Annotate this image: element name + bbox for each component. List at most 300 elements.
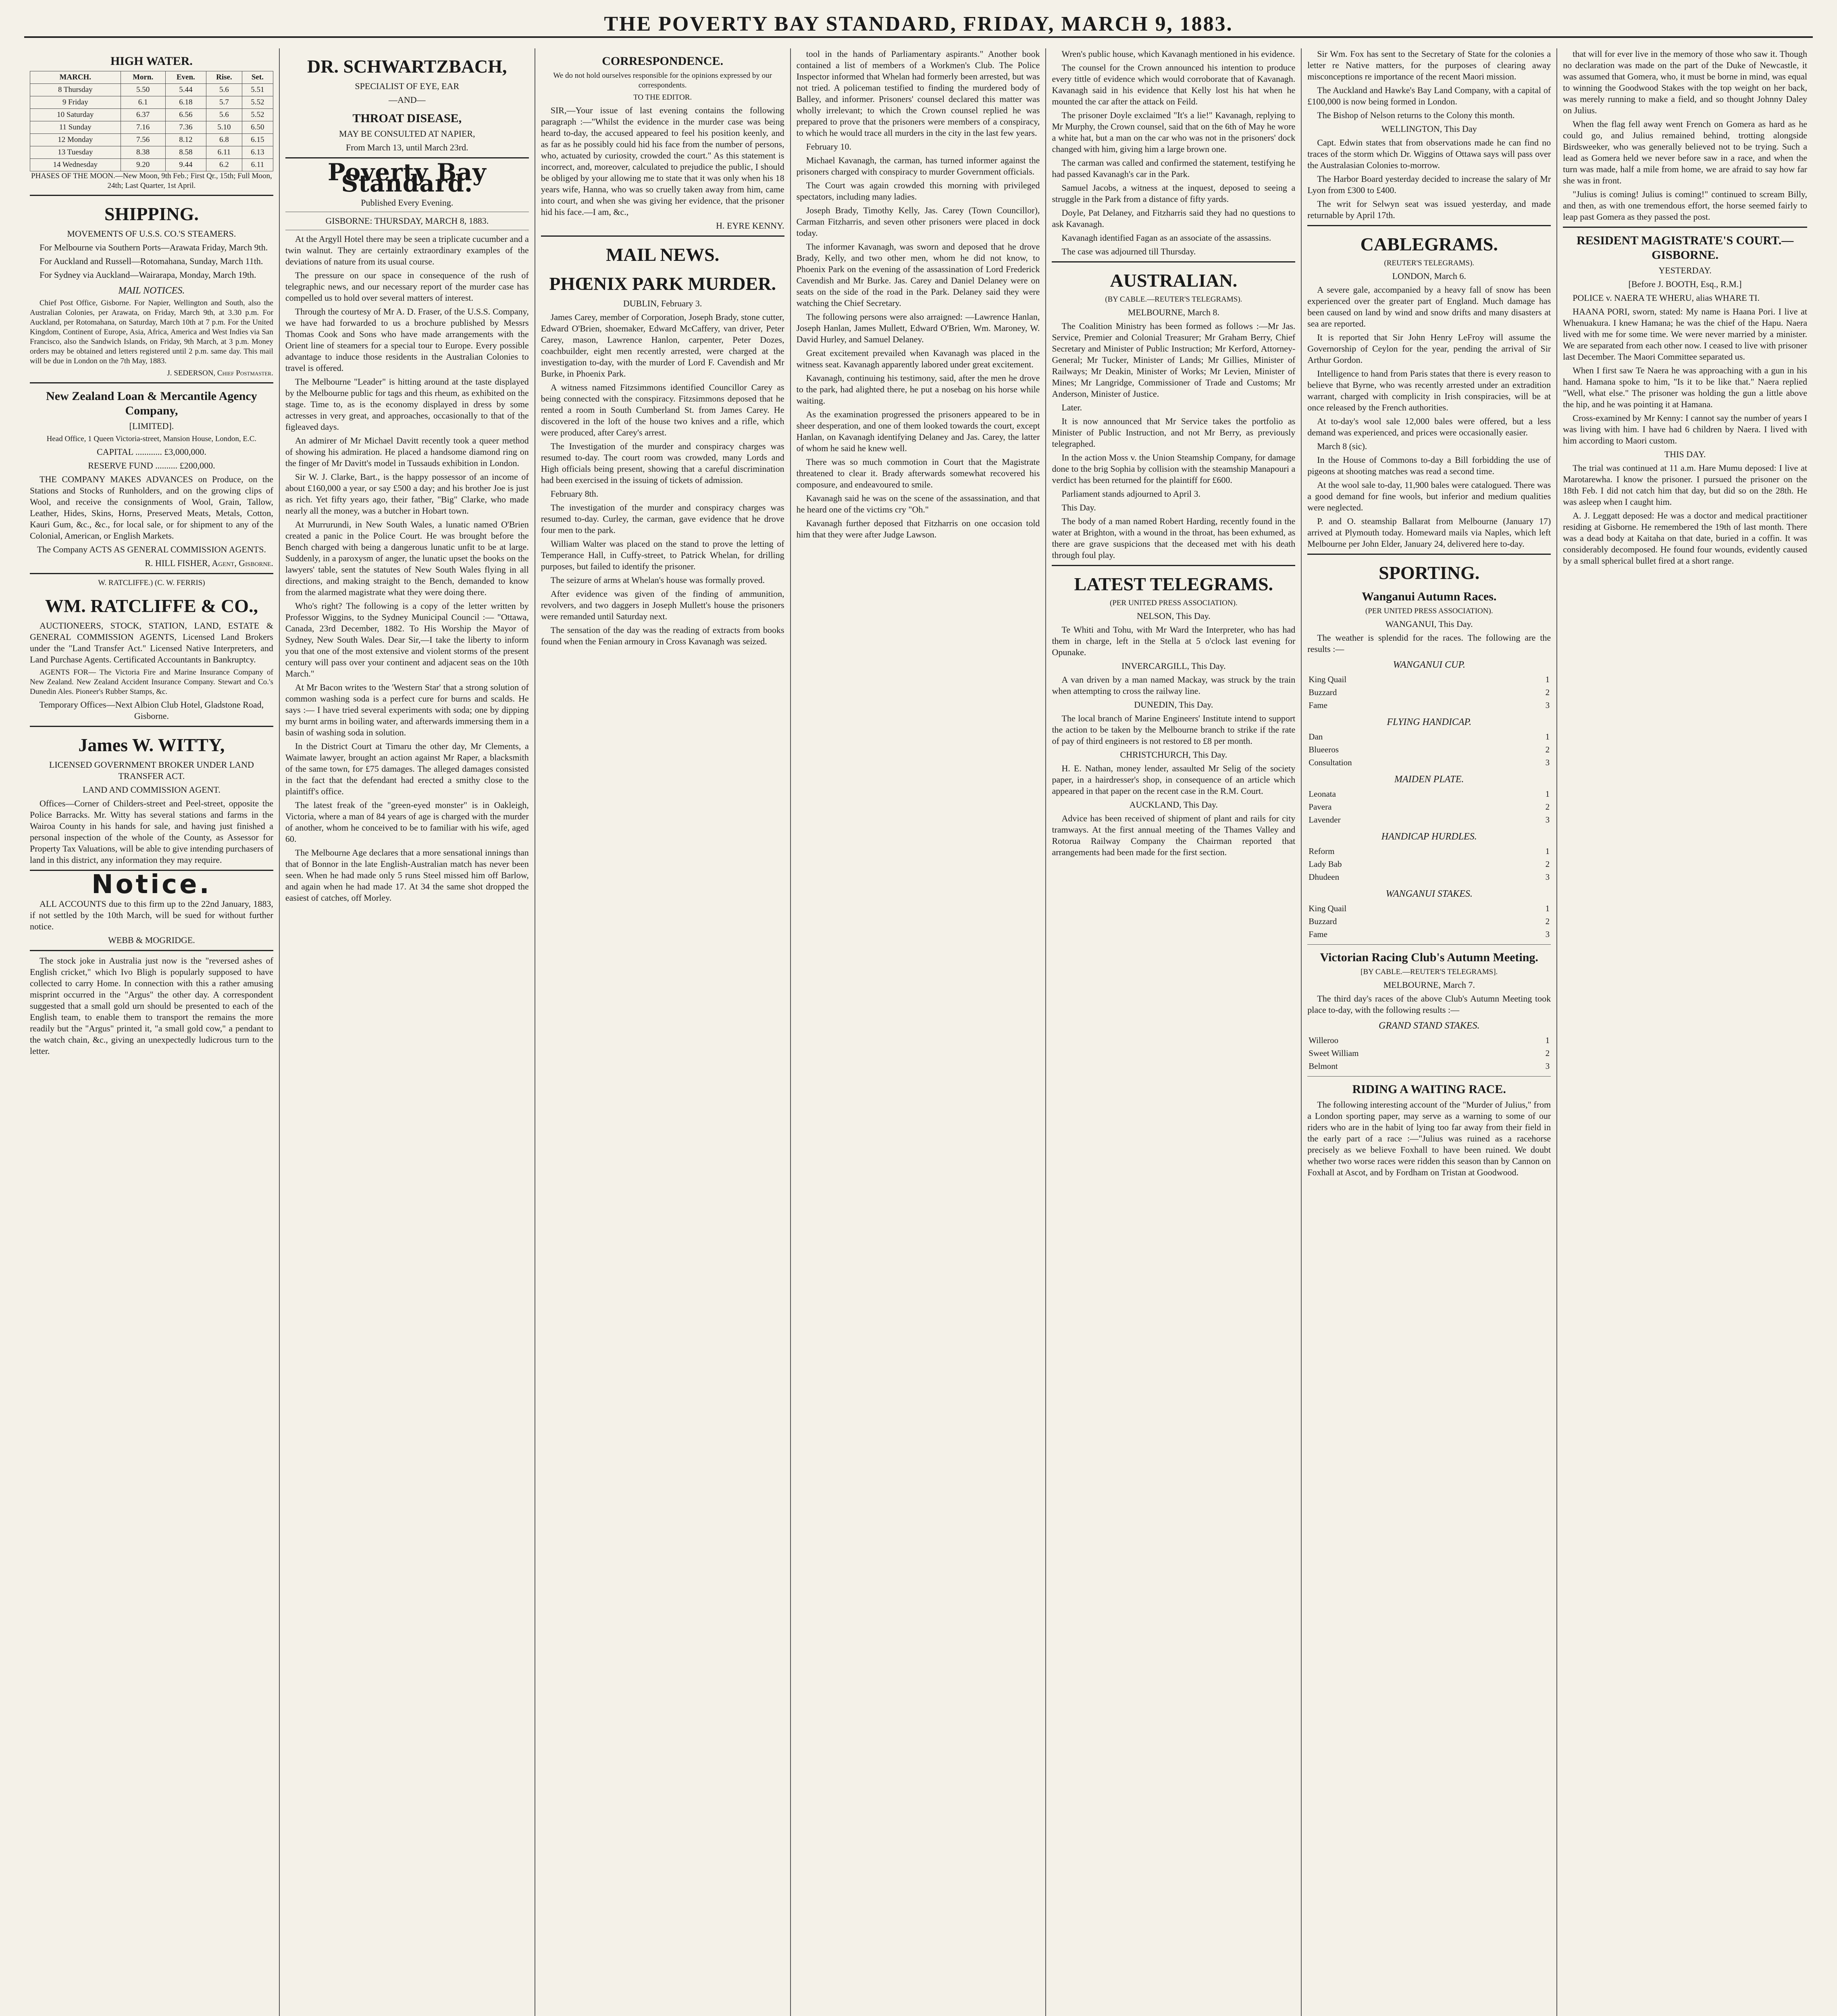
- horse-place: 2: [1545, 916, 1550, 926]
- latest-telegrams: [1052, 610, 1295, 858]
- vrc-dateline: MELBOURNE, March 7.: [1383, 980, 1475, 990]
- race-row: [1308, 1034, 1550, 1046]
- divider: [1563, 227, 1807, 228]
- rm-paragraphs-2: [1563, 462, 1807, 566]
- masthead: THE POVERTY BAY STANDARD, FRIDAY, MARCH 9, 1883.: [24, 12, 1813, 38]
- paragraph: The prisoner Doyle exclaimed "It's a lie!" Kavanagh, replying to Mr Murphy, the Crown counsel, said that on the 6th of May he wore a white hat, but a man on the car who was not in the prisoners' dock changed with him, giving him a large brown one.: [1052, 110, 1296, 154]
- tide-cell: 5.52: [242, 96, 273, 109]
- race-name: MAIDEN PLATE.: [1394, 774, 1464, 785]
- postmaster-signature: J. SEDERSON, Chief Postmaster.: [167, 369, 273, 377]
- paragraph: HAANA PORI, sworn, stated: My name is Haana Pori. I live at Whenuakura. I knew Hamana; he was the chief of the Hapu. Naera lived with me for some time. We were never married by a minister. We are separated from each other now. I ceased to live with prisoner last December. The Maori Committee separated us.: [1563, 306, 1808, 362]
- column-3: [535, 48, 791, 2016]
- telegram-dateline: NELSON, This Day.: [1137, 611, 1211, 621]
- tide-cell: 5.6: [206, 109, 242, 121]
- tide-cell: 6.15: [242, 134, 273, 146]
- australian-title: AUSTRALIAN.: [1110, 270, 1238, 291]
- divider: [1307, 944, 1551, 945]
- julius-paragraphs: [1563, 48, 1807, 223]
- tide-cell: 9.20: [121, 159, 165, 171]
- telegram-dateline: AUCKLAND, This Day.: [1129, 800, 1218, 810]
- paragraph: The counsel for the Crown announced his intention to produce every tittle of evidence which would corroborate that of Kavanagh. Kavanagh said in his evidence that Kelly lost his hat when he mounted the car after the attack on Feild.: [1052, 62, 1296, 106]
- paragraph: The Investigation of the murder and conspiracy charges was resumed to-day. The court room was crowded, many Lords and High officials being present, showing that a careful discrimination had been exercised in the issuing of tickets of admission.: [541, 441, 784, 485]
- tide-cell: 8 Thursday: [30, 84, 121, 96]
- stock-joke-text: The stock joke in Australia just now is the "reversed ashes of English cricket," which Ivo Bligh is popularly supposed to have collected to carry Home. In connection with this a rather amusing misprint occurred in the "Argus" the other day. A correspondent suggested that a small gold urn should be presented to each of the English team, to enable them to transport the remains the more readily but the "Argus" printed it, "a small gold cow," a pendant to the watch chain, &c., giving an unexpectedly ludicrous turn to the letter.: [30, 956, 273, 1056]
- tide-cell: 5.7: [206, 96, 242, 109]
- wanganui-intro: The weather is splendid for the races. The following are the results :—: [1307, 633, 1551, 654]
- race-name: HANDICAP HURDLES.: [1381, 831, 1477, 842]
- column-5: [1046, 48, 1302, 2016]
- notice-title: Notice.: [92, 870, 212, 900]
- race-row: [1308, 915, 1550, 927]
- telegram-dateline: DUNEDIN, This Day.: [1134, 700, 1213, 710]
- telegram-text: The local branch of Marine Engineers' Institute intend to support the action to be taken by the Melbourne branch to strike if the rate of pay of third engineers is not restored to £8 per month.: [1052, 713, 1296, 746]
- paragraph: As the examination progressed the prisoners appeared to be in sheer desperation, and one of them looked towards the court, except Hanlan, on Kavanagh identifying Delaney and Jas. Carey, the latter of whom he said he knew well.: [796, 409, 1040, 453]
- telegram-text: A van driven by a man named Mackay, was struck by the train when attempting to cross the railway line.: [1052, 675, 1296, 696]
- high-water-row: [30, 84, 273, 96]
- horse-name: Fame: [1309, 929, 1327, 939]
- horse-place: 2: [1545, 687, 1550, 697]
- race-row: [1308, 788, 1550, 800]
- high-water-row: [30, 96, 273, 109]
- horse-name: Leonata: [1309, 789, 1336, 799]
- doctor-and: —AND—: [388, 95, 426, 105]
- race-row: [1308, 731, 1550, 743]
- high-water-table: [30, 71, 273, 171]
- tide-cell: 6.50: [242, 121, 273, 134]
- paragraph: P. and O. steamship Ballarat from Melbourne (January 17) arrived at Plymouth today. Homeward mails via Naples, which left Melbourne per John Elder, January 24, delivered here to-day.: [1307, 516, 1551, 549]
- paragraph: Later.: [1061, 402, 1082, 412]
- race-row: [1308, 744, 1550, 756]
- tide-cell: 6.11: [242, 159, 273, 171]
- tide-cell: 8.38: [121, 146, 165, 159]
- phoenix-dateline: DUBLIN, February 3.: [623, 298, 702, 308]
- notice-text: ALL ACCOUNTS due to this firm up to the 22nd January, 1883, if not settled by the 10th March, will be sued for without further notice.: [30, 899, 273, 931]
- tide-cell: 10 Saturday: [30, 109, 121, 121]
- paragraph: At Murrurundi, in New South Wales, a lunatic named O'Brien created a panic in the Police Court. He was brought before the Bench charged with being a dangerous lunatic unfit to be at large. Suddenly, in a paroxysm of anger, the lunatic upset the books on the lawyers' table, sent the statutes of New South Wales flying in all directions, and making straight to the Bench, demanded to know from the alarmed magistrate what they were doing there.: [285, 519, 529, 597]
- divider: [1307, 1076, 1551, 1077]
- nzloan-reserve: RESERVE FUND .......... £200,000.: [88, 460, 215, 471]
- cablegrams-subtitle: (REUTER'S TELEGRAMS).: [1384, 259, 1475, 267]
- telegram-dateline: CHRISTCHURCH, This Day.: [1120, 750, 1227, 760]
- rm-court-title: RESIDENT MAGISTRATE'S COURT.—GISBORNE.: [1576, 234, 1794, 262]
- ratcliffe-office: Temporary Offices—Next Albion Club Hotel, Gladstone Road, Gisborne.: [39, 700, 264, 721]
- horse-place: 3: [1545, 929, 1550, 939]
- nzloan-acts: The Company ACTS AS GENERAL COMMISSION AGENTS.: [37, 544, 266, 554]
- divider: [30, 382, 273, 383]
- phoenix-paragraphs: [541, 312, 784, 647]
- witty-subtitle: LICENSED GOVERNMENT BROKER UNDER LAND TRANSFER ACT.: [49, 760, 254, 781]
- doctor-location: MAY BE CONSULTED AT NAPIER,: [339, 129, 475, 139]
- paragraph: At the wool sale to-day, 11,900 bales were catalogued. There was a good demand for fine wools, but inferior and medium qualities were neglected.: [1307, 480, 1551, 512]
- paragraph: Great excitement prevailed when Kavanagh was placed in the witness seat. Kavanagh apparently labored under great excitement.: [796, 348, 1040, 369]
- paragraph: A witness named Fitzsimmons identified Councillor Carey as being connected with the conspiracy. Fitzsimmons deposed that he rented a room in South Cumberland St. from James Carey. He discovered in the loft of the house two knives and a rifle, which were produced, after Carey's arrest.: [541, 382, 784, 437]
- paragraph: Parliament stands adjourned to April 3.: [1061, 489, 1201, 499]
- phoenix-title: PHŒNIX PARK MURDER.: [549, 273, 776, 294]
- movements-heading: MOVEMENTS OF U.S.S. CO.'S STEAMERS.: [67, 229, 236, 239]
- race-results: [1307, 659, 1551, 941]
- shipping-line: For Sydney via Auckland—Wairarapa, Monday, March 19th.: [40, 270, 256, 280]
- tide-cell: 6.1: [121, 96, 165, 109]
- nzloan-office: Head Office, 1 Queen Victoria-street, Mansion House, London, E.C.: [46, 435, 257, 443]
- horse-name: Pavera: [1309, 802, 1332, 812]
- paragraph: tool in the hands of Parliamentary aspirants." Another book contained a list of members of a Workmen's Club. The Police Inspector informed that Whelan had formerly been arrested, but was not tried. A policeman testified to finding the murdered body of Balley, and informer. Prisoners' counsel declared this matter was wholly irrelevant; to which the Crown counsel replied he was prepared to prove that the prisoners were members of a conspiracy, to which he would trace all murders in the city in the last few years.: [796, 49, 1040, 138]
- horse-place: 1: [1545, 1035, 1550, 1045]
- paragraph: The Auckland and Hawke's Bay Land Company, with a capital of £100,000 is now being formed in London.: [1307, 85, 1551, 106]
- tide-cell: 9.44: [165, 159, 206, 171]
- grand-stand-results: [1307, 1033, 1551, 1073]
- column-6: [1302, 48, 1557, 2016]
- race-row: [1308, 756, 1550, 768]
- paragraph: Kavanagh, continuing his testimony, said, after the men he drove to the park, had alighted there, he put a nosebag on his horse while waiting.: [796, 373, 1040, 406]
- horse-place: 2: [1545, 859, 1550, 869]
- column-2: [280, 48, 535, 2016]
- tide-cell: 6.37: [121, 109, 165, 121]
- yesterday-heading: YESTERDAY.: [1658, 265, 1712, 275]
- riding-text: The following interesting account of the "Murder of Julius," from a London sporting paper, may serve as a warning to some of our riders who are in the habit of lying too far away from their field in the early part of a race :—"Julius was ruined as a racehorse precisely as we believe Foxhall to have been ruined. We doubt whether two worse races were ridden this season than by Cannon on Foxhall at Ascot, and by Fordham on Tristan at Goodwood.: [1307, 1100, 1551, 1177]
- race-table: [1307, 673, 1551, 712]
- divider: [30, 573, 273, 574]
- nzloan-capital: CAPITAL ............ £3,000,000.: [97, 447, 206, 457]
- paragraph: The Melbourne Age declares that a more sensational innings than that of Bonnor in the late English-Australian match has never been seen. When he had made only 5 runs Steel missed him off Barlow, and again when he had made 17. At 34 the same shot dropped the easiest of catches, off Morley.: [285, 848, 529, 903]
- paragraph: William Walter was placed on the stand to prove the letting of Temperance Hall, in Cuffy-street, to Patrick Whelan, for drilling purposes, but failed to identify the prisoner.: [541, 539, 784, 571]
- witty-text: Offices—Corner of Childers-street and Peel-street, opposite the Police Barracks. Mr. Witty has several stations and farms in the Wairoa County in his hands for sale, and having just finished a personal inspection of the whole of the County, as Assessor for Property Tax Valuations, will be able to give intending purchasers of land in this district, any information they may require.: [30, 798, 273, 865]
- paragraph: Capt. Edwin states that from observations made he can find no traces of the storm which Dr. Wiggins of Ottawa says will pass over the Australasian Colonies to-morrow.: [1307, 137, 1551, 170]
- tide-cell: 6.8: [206, 134, 242, 146]
- divider: [30, 950, 273, 951]
- correspondence-note: We do not hold ourselves responsible for the opinions expressed by our correspondents.: [553, 71, 772, 90]
- race-row: [1308, 814, 1550, 826]
- paragraph: At Mr Bacon writes to the 'Western Star' that a strong solution of common washing soda is a perfect cure for burns and scalds. He says :— I have tried several experiments with soda; one by dipping my burnt arms in boiling water, and afterwards immersing them in a basin of washing soda in solution.: [285, 682, 529, 737]
- mail-news-title: MAIL NEWS.: [606, 244, 720, 265]
- horse-name: King Quail: [1309, 675, 1347, 684]
- tide-cell: 6.2: [206, 159, 242, 171]
- divider: [1052, 565, 1295, 566]
- header-cell: Set.: [242, 71, 273, 84]
- ratcliffe-title: WM. RATCLIFFE & CO.,: [45, 596, 258, 616]
- tide-cell: 12 Monday: [30, 134, 121, 146]
- paragraph: Sir W. J. Clarke, Bart., is the happy possessor of an income of about £160,000 a year, or say £500 a day; and his brother Joe is just as rich. Yet fifty years ago, their father, "Big" Clarke, who made nearly all the money, was a butcher in Hobart town.: [285, 472, 529, 516]
- horse-place: 3: [1545, 815, 1550, 825]
- paragraph: The Melbourne "Leader" is hitting around at the taste displayed by the Melbourne public for tags and this rheum, as exhibited on the stage. Time to, as is the economy displayed in dress by some actresses in very great, and approaches, occasionally to that of the figleaved days.: [285, 377, 529, 432]
- sporting-title: SPORTING.: [1379, 562, 1480, 583]
- tide-cell: 8.12: [165, 134, 206, 146]
- paragraph: When the flag fell away went French on Gomera as hard as he could go, and Julius remained behind, trotting alongside Birdsweeker, who was generally believed not to be trying. Such a lead as Gomera held we never before saw in a race, and when the turn was made, half a mile from home, we are afraid to say how far she was in front.: [1563, 119, 1808, 185]
- horse-place: 1: [1545, 904, 1550, 913]
- horse-name: Lavender: [1309, 815, 1341, 825]
- tide-cell: 6.11: [206, 146, 242, 159]
- horse-place: 3: [1545, 872, 1550, 882]
- paragraph: In the action Moss v. the Union Steamship Company, for damage done to the brig Sophia by collision with the steamship Manapouri a verdict has been returned for the plaintiff for £600.: [1052, 452, 1296, 485]
- paragraph: A. J. Leggatt deposed: He was a doctor and medical practitioner residing at Gisborne. He remembered the 19th of last month. There was a dead body at Kaitaha on that date, buried in a coffin. It was considerably decomposed. He found four wounds, evidently caused by a small spherical bullet fired at a short range.: [1563, 510, 1808, 566]
- telegram-text: H. E. Nathan, money lender, assaulted Mr Selig of the society paper, in a hairdresser's shop, in consequence of an article which appeared in that paper on the recent case in the R.M. Court.: [1052, 763, 1296, 796]
- paragraph: When I first saw Te Naera he was approaching with a gun in his hand. Hamana spoke to him, "Is it to be like that." Naera replied "Well, what else." The prisoner was holding the gun a little above the hip, and he was pointing it at Hamana.: [1563, 365, 1808, 409]
- race-name: WANGANUI CUP.: [1393, 660, 1465, 670]
- horse-place: 1: [1545, 846, 1550, 856]
- paragraph: After evidence was given of the finding of ammunition, revolvers, and two daggers in Joseph Mullett's house the prisoners were remanded until Saturday next.: [541, 589, 784, 621]
- telegram-text: Advice has been received of shipment of plant and rails for city tramways. At the first annual meeting of the Thames Valley and Rotorua Railway Company the Chairman reported that arrangements had been made for the first section.: [1052, 813, 1296, 857]
- paragraph: In the House of Commons to-day a Bill forbidding the use of pigeons at shooting matches was read a second time.: [1307, 455, 1551, 476]
- header-cell: MARCH.: [30, 71, 121, 84]
- wanganui-subtitle: (PER UNITED PRESS ASSOCIATION).: [1365, 607, 1493, 615]
- paragraph: The sensation of the day was the reading of extracts from books found when the Fenian armoury in Cross Kavanagh was seized.: [541, 625, 784, 646]
- london-dateline: LONDON, March 6.: [1392, 271, 1466, 281]
- tide-cell: 13 Tuesday: [30, 146, 121, 159]
- horse-name: Consultation: [1309, 758, 1352, 767]
- tide-cell: 6.18: [165, 96, 206, 109]
- fisher-signature: R. HILL FISHER, Agent, Gisborne.: [145, 558, 273, 568]
- race-row: [1308, 871, 1550, 883]
- tide-cell: 11 Sunday: [30, 121, 121, 134]
- witty-subtitle-2: LAND AND COMMISSION AGENT.: [83, 785, 221, 795]
- paragraph: Joseph Brady, Timothy Kelly, Jas. Carey (Town Councillor), Carman Fitzharris, and seven other prisoners were placed in dock today.: [796, 205, 1040, 238]
- horse-name: Lady Bab: [1309, 859, 1342, 869]
- paragraph: Wren's public house, which Kavanagh mentioned in his evidence.: [1061, 49, 1295, 59]
- letter-signature: H. EYRE KENNY.: [716, 221, 784, 231]
- cablegram-paragraphs: [1307, 284, 1551, 550]
- paragraph: Doyle, Pat Delaney, and Fitzharris said they had no questions to ask Kavanagh.: [1052, 208, 1296, 229]
- ratcliffe-agents: AGENTS FOR— The Victoria Fire and Marine Insurance Company of New Zealand. New Zealand Accident Insurance Company. Stewart and Co.'s Dunedin Ales. Pioneer's Rubber Stamps, &c.: [30, 668, 273, 696]
- witty-title: James W. WITTY,: [78, 735, 225, 755]
- tide-cell: 7.36: [165, 121, 206, 134]
- race-table: [1307, 844, 1551, 884]
- shipping-title: SHIPPING.: [104, 204, 199, 224]
- horse-name: Fame: [1309, 700, 1327, 710]
- high-water-row: [30, 134, 273, 146]
- race-row: [1308, 801, 1550, 813]
- paragraph: The carman was called and confirmed the statement, testifying he had passed Kavanagh's car in the Park.: [1052, 158, 1296, 179]
- high-water-rows: [30, 84, 273, 171]
- paragraph: The Court was again crowded this morning with privileged spectators, including many ladies.: [796, 180, 1040, 202]
- horse-place: 3: [1545, 758, 1550, 767]
- shipping-line: For Melbourne via Southern Ports—Arawata Friday, March 9th.: [40, 242, 268, 252]
- tide-cell: 5.6: [206, 84, 242, 96]
- kavanagh-paragraphs: [1052, 48, 1295, 257]
- paragraph: Through the courtesy of Mr A. D. Fraser, of the U.S.S. Company, we have had forwarded to us a brochure published by Messrs Thomas Cook and Sons who have made arrangements with the Orient line of steamers for a special tour to Europe. Every possible advantage to induce those residents in the Australian Colonies to travel is offered.: [285, 306, 529, 373]
- paragraph: The Harbor Board yesterday decided to increase the salary of Mr Lyon from £300 to £400.: [1307, 174, 1551, 195]
- horse-place: 2: [1545, 1048, 1550, 1058]
- paragraph: It is reported that Sir John Henry LeFroy will assume the Governorship of Ceylon for the year, pending the arrival of Sir Arthur Gordon.: [1307, 332, 1551, 365]
- horse-name: Reform: [1309, 846, 1335, 856]
- paragraph: Sir Wm. Fox has sent to the Secretary of State for the colonies a letter re Native matters, for the purposes of clearing away misconceptions re importance of the recent Maori mission.: [1307, 49, 1551, 81]
- header-cell: Even.: [165, 71, 206, 84]
- tide-cell: 6.13: [242, 146, 273, 159]
- phoenix-continued-paragraphs: [797, 48, 1040, 540]
- moon-phases: PHASES OF THE MOON.—New Moon, 9th Feb.; First Qr., 15th; Full Moon, 24th; Last Quarter, 1st April.: [31, 172, 272, 190]
- race-row: [1308, 673, 1550, 685]
- nzloan-title: New Zealand Loan & Mercantile Agency Company,: [46, 389, 257, 417]
- shipping-line: For Auckland and Russell—Rotomahana, Sunday, March 11th.: [40, 256, 263, 266]
- high-water-row: [30, 159, 273, 171]
- paragraph: February 10.: [806, 142, 851, 152]
- paragraph: Kavanagh identified Fagan as an associate of the assassins.: [1061, 233, 1271, 243]
- doctor-title: DR. SCHWARTZBACH,: [307, 56, 507, 77]
- before-magistrate: [Before J. BOOTH, Esq., R.M.]: [1628, 279, 1742, 289]
- high-water-header: [30, 71, 273, 84]
- horse-name: Blueeros: [1309, 745, 1339, 754]
- tide-cell: 14 Wednesday: [30, 159, 121, 171]
- paragraph: The case was adjourned till Thursday.: [1061, 246, 1196, 256]
- paragraph: The body of a man named Robert Harding, recently found in the water at Brighton, with a wound in the throat, has been exhumed, as there are grave suspicions that the deceased met with his death through foul play.: [1052, 516, 1296, 560]
- editorial-paragraphs: [285, 233, 529, 904]
- nzloan-text: THE COMPANY MAKES ADVANCES on Produce, on the Stations and Stocks of Runholders, and on the growing clips of Wool, and receive the consignments of Wool, Grain, Tallow, Leather, Hides, Skins, Horns, Preserved Meats, Metals, Cotton, Kauri Gum, &c., &c., for local sale, or for shipment to any of the Colonial, American, or English Markets.: [30, 474, 273, 541]
- paragraph: This Day.: [1061, 502, 1096, 512]
- horse-place: 2: [1545, 745, 1550, 754]
- wellington-dateline: WELLINGTON, This Day: [1381, 124, 1477, 134]
- tide-cell: 5.50: [121, 84, 165, 96]
- grand-stand-title: GRAND STAND STAKES.: [1379, 1020, 1480, 1031]
- header-cell: Morn.: [121, 71, 165, 84]
- race-table: [1307, 730, 1551, 769]
- native-paragraphs: [1307, 48, 1551, 121]
- paragraph: Who's right? The following is a copy of the letter written by Professor Wiggins, to the Sydney Municipal Council :— "Ottawa, Canada, 23rd December, 1882. To His Worship the Mayor of Sydney, New South Wales. Dear Sir,—I take the liberty to inform you that one of the most extensive and violent storms of the present century will pass over your continent and adjacent seas on the 10th March.": [285, 601, 529, 679]
- columns: [24, 48, 1813, 2016]
- latest-telegrams-subtitle: (PER UNITED PRESS ASSOCIATION).: [1110, 599, 1238, 607]
- tide-cell: 5.44: [165, 84, 206, 96]
- melbourne-dateline: MELBOURNE, March 8.: [1128, 307, 1220, 317]
- paragraph: It is now announced that Mr Service takes the portfolio as Minister of Public Instruction, and not Mr Berry, as previously telegraphed.: [1052, 416, 1296, 449]
- race-table: [1307, 902, 1551, 941]
- case-title: POLICE v. NAERA TE WHERU, alias WHARE TI.: [1573, 293, 1760, 303]
- divider: [1307, 225, 1551, 226]
- paper-title: Poverty Bay Standard.: [327, 158, 487, 197]
- australian-paragraphs: [1052, 321, 1295, 561]
- horse-place: 1: [1545, 732, 1550, 741]
- published-line: Published Every Evening.: [361, 198, 454, 208]
- this-day-heading: THIS DAY.: [1664, 449, 1706, 459]
- divider: [1052, 261, 1295, 262]
- vrc-title: Victorian Racing Club's Autumn Meeting.: [1320, 951, 1538, 964]
- paragraph: An admirer of Mr Michael Davitt recently took a queer method of showing his admiration. He placed a handsome diamond ring on the finger of Mr Davitt's model in Tussauds exhibition in London.: [285, 435, 529, 468]
- horse-place: 2: [1545, 802, 1550, 812]
- letter-text: SIR,—Your issue of last evening contains the following paragraph :—"Whilst the evidence in the murder case was being heard to-day, the accused appeared to feel his position keenly, and as far as he possibly could hid his face from the number of persons, who, actuated by curiosity, crowded the court." As this statement is incorrect, and, moreover, calculated to prejudice the public, I should be obliged by your allowing me to state that it was only when his 18 years wife, Hanna, who was so cruelly taken away from him, came into court, and when she was giving her evidence, that the prisoner hid his face.—I am, &c.,: [541, 105, 784, 217]
- wanganui-title: Wanganui Autumn Races.: [1362, 590, 1497, 603]
- race-row: [1308, 845, 1550, 857]
- ratcliffe-text: AUCTIONEERS, STOCK, STATION, LAND, ESTATE & GENERAL COMMISSION AGENTS, Licensed Land Brokers under the "Land Transfer Act." Licensed Native Interpreters, and Land Purchase Agents. Certificated Accountants in Bankruptcy.: [30, 621, 273, 664]
- race-row: [1308, 858, 1550, 870]
- mail-notices-title: MAIL NOTICES.: [118, 285, 185, 296]
- rm-paragraphs: [1563, 306, 1807, 446]
- horse-name: King Quail: [1309, 904, 1347, 913]
- tide-cell: 5.10: [206, 121, 242, 134]
- race-name: WANGANUI STAKES.: [1386, 889, 1473, 899]
- paragraph: The Coalition Ministry has been formed as follows :—Mr Jas. Service, Premier and Colonial Treasurer; Mr Graham Berry, Chief Secretary and Minister of Public Instruction; Mr Kerford, Attorney-General; Mr Tucker, Minister of Lands; Mr Gillies, Minister of Railways; Mr Deakin, Minister of Works; Mr Levien, Minister of Mines; Mr Langridge, Commissioner of Trade and Customs; Mr Anderson, Minister of Justice.: [1052, 321, 1296, 399]
- horse-name: Belmont: [1309, 1061, 1338, 1071]
- high-water-row: [30, 121, 273, 134]
- divider: [1307, 554, 1551, 555]
- doctor-subtitle-2: THROAT DISEASE,: [352, 112, 462, 125]
- paragraph: "Julius is coming! Julius is coming!" continued to scream Billy, and then, as with one tremendous effort, the horse seemed fairly to leap past Gomera as they passed the post.: [1563, 189, 1808, 222]
- wellington-paragraphs: [1307, 137, 1551, 221]
- australian-subtitle: (BY CABLE.—REUTER'S TELEGRAMS).: [1105, 295, 1242, 304]
- high-water-row: [30, 146, 273, 159]
- paragraph: Samuel Jacobs, a witness at the inquest, deposed to seeing a struggle in the Park from a distance of fifty yards.: [1052, 183, 1296, 204]
- column-7: [1557, 48, 1813, 2016]
- tide-cell: 8.58: [165, 146, 206, 159]
- paragraph: James Carey, member of Corporation, Joseph Brady, stone cutter, Edward O'Brien, shoemaker, Edward McCaffery, van driver, Peter Carey, mason, Lawrence Hanlon, carpenter, Peter Dozes, coachbuilder, eight men recently arrested, were charged at the investigation to-day, with the murder of Lord F. Cavendish and Mr Burke, in Phoenix Park.: [541, 312, 784, 379]
- riding-title: RIDING A WAITING RACE.: [1352, 1083, 1506, 1096]
- dateline: GISBORNE: THURSDAY, MARCH 8, 1883.: [325, 216, 489, 226]
- race-row: [1308, 699, 1550, 711]
- race-row: [1308, 1047, 1550, 1059]
- mail-notices-text: Chief Post Office, Gisborne. For Napier, Wellington and South, also the Australian Colonies, per Arawata, on Friday, March 9th, at 3.30 p.m. For Auckland, per Rotomahana, on Saturday, March 10th at 7 p.m. For the United Kingdom, Continent of Europe, Asia, Africa, America and West Indies via San Francisco, also the Sandwich Islands, on Friday, 9th March, at 3 p.m. Money orders may be obtained and letters registered until 2 p.m. same day. This mail will be due in London on the 7th May, 1883.: [30, 299, 273, 365]
- paragraph: In the District Court at Timaru the other day, Mr Clements, a Waimate lawyer, brought an action against Mr Raper, a blacksmith of the same town, for £75 damages. The alleged damages consisted in the fact that the defendant had erected a smithy close to the plaintiff's office.: [285, 741, 529, 796]
- cablegrams-title: CABLEGRAMS.: [1360, 234, 1498, 254]
- horse-place: 3: [1545, 700, 1550, 710]
- race-name: FLYING HANDICAP.: [1387, 717, 1472, 727]
- latest-telegrams-title: LATEST TELEGRAMS.: [1074, 574, 1273, 594]
- horse-place: 1: [1545, 789, 1550, 799]
- paragraph: Michael Kavanagh, the carman, has turned informer against the prisoners charged with conspiracy to murder Government officials.: [796, 155, 1040, 177]
- horse-name: Buzzard: [1309, 916, 1337, 926]
- horse-name: Dhudeen: [1309, 872, 1340, 882]
- telegram-text: Te Whiti and Tohu, with Mr Ward the Interpreter, who has had them in charge, left in the Stella at 5 o'clock last evening for Opunake.: [1052, 625, 1296, 657]
- horse-name: Dan: [1309, 732, 1323, 741]
- paragraph: March 8 (sic).: [1317, 441, 1367, 451]
- doctor-subtitle: SPECIALIST OF EYE, EAR: [355, 81, 460, 91]
- divider: [30, 726, 273, 727]
- paragraph: The Bishop of Nelson returns to the Colony this month.: [1317, 110, 1515, 120]
- race-row: [1308, 928, 1550, 940]
- divider: [30, 195, 273, 196]
- high-water-title: HIGH WATER.: [110, 54, 193, 68]
- horse-name: Buzzard: [1309, 687, 1337, 697]
- paragraph: that will for ever live in the memory of those who saw it. Though no declaration was made on the part of the Duke of Newcastle, it was assumed that Gomera, who, it must be borne in mind, was equal to winning the Goodwood Stakes with the top weight on her back, was merely running to make a field, and so thought Johnny Daley on Julius.: [1563, 49, 1808, 115]
- paragraph: The informer Kavanagh, was sworn and deposed that he drove Brady, Kelly, and two other men, whom he did not know, to Phoenix Park on the evening of the assassination of Lord Frederick Cavendish and Mr Burke. Jas. Carey and Daniel Delaney were on seats on the side of the road in the Park. Delaney said they were watching the Chief Secretary.: [796, 242, 1040, 308]
- tide-cell: 6.56: [165, 109, 206, 121]
- to-the-editor: TO THE EDITOR.: [633, 93, 692, 102]
- correspondence-title: CORRESPONDENCE.: [602, 54, 724, 68]
- tide-cell: 7.56: [121, 134, 165, 146]
- nzloan-limited: [LIMITED].: [129, 421, 174, 431]
- vrc-text: The third day's races of the above Club's Autumn Meeting took place to-day, with the following results :—: [1307, 993, 1551, 1015]
- column-4: [791, 48, 1046, 2016]
- high-water-row: [30, 109, 273, 121]
- paragraph: At the Argyll Hotel there may be seen a triplicate cucumber and a twin walnut. They are certainly extraordinary examples of the deviations of nature from its usual course.: [285, 234, 529, 267]
- paragraph: February 8th.: [550, 489, 599, 499]
- paragraph: At to-day's wool sale 12,000 bales were offered, but a less demand was experienced, and prices were occasionally easier.: [1307, 416, 1551, 437]
- column-1: [24, 48, 280, 2016]
- ratcliffe-partners: W. RATCLIFFE.) (C. W. FERRIS): [98, 579, 205, 587]
- horse-place: 3: [1545, 1061, 1550, 1071]
- paragraph: Kavanagh further deposed that Fitzharris on one occasion told him that they were after Judge Lawson.: [796, 518, 1040, 539]
- tide-cell: 5.52: [242, 109, 273, 121]
- race-row: [1308, 686, 1550, 698]
- divider: [541, 235, 784, 237]
- paragraph: The writ for Selwyn seat was issued yesterday, and made returnable by April 17th.: [1307, 199, 1551, 220]
- doctor-dates: From March 13, until March 23rd.: [345, 142, 468, 152]
- notice-signature: WEBB & MOGRIDGE.: [108, 935, 195, 945]
- horse-name: Sweet William: [1309, 1048, 1359, 1058]
- paragraph: There was so much commotion in Court that the Magistrate threatened to clear it. Brady afterwards somewhat recovered his composure, and endeavoured to smile.: [796, 457, 1040, 489]
- tide-cell: 9 Friday: [30, 96, 121, 109]
- horse-name: Willeroo: [1309, 1035, 1339, 1045]
- paragraph: The following persons were also arraigned: —Lawrence Hanlan, Joseph Hanlan, James Mullett, Edward O'Brien, Wm. Maroney, W. David Hurley, and Samuel Delaney.: [796, 312, 1040, 344]
- horse-place: 1: [1545, 675, 1550, 684]
- paragraph: Intelligence to hand from Paris states that there is every reason to believe that Byrne, who was recently arrested under an extradition warrant, charged with complicity in Irish conspiracies, will be at once released by the French authorities.: [1307, 369, 1551, 412]
- wanganui-dateline: WANGANUI, This Day.: [1385, 619, 1473, 629]
- race-table: [1307, 787, 1551, 827]
- paragraph: The latest freak of the "green-eyed monster" is in Oakleigh, Victoria, where a man of 84 years of age is charged with the murder of another, whom he conceived to be to familiar with his wife, aged 60.: [285, 800, 529, 844]
- vrc-subtitle: [BY CABLE.—REUTER'S TELEGRAMS].: [1361, 968, 1498, 976]
- paragraph: A severe gale, accompanied by a heavy fall of snow has been experienced over the greater part of England. Much damage has been caused on land by wind and snow drifts and many disasters at sea are reported.: [1307, 285, 1551, 329]
- paragraph: The pressure on our space in consequence of the rush of telegraphic news, and our necessary report of the murder case has compelled us to hold over several matters of interest.: [285, 270, 529, 303]
- telegram-dateline: INVERCARGILL, This Day.: [1121, 661, 1226, 671]
- race-row: [1308, 902, 1550, 914]
- paragraph: Cross-examined by Mr Kenny: I cannot say the number of years I was living with him. I have had 6 children by Naera. I lived with him according to Maori custom.: [1563, 413, 1808, 446]
- paragraph: The seizure of arms at Whelan's house was formally proved.: [550, 575, 765, 585]
- header-cell: Rise.: [206, 71, 242, 84]
- paragraph: Kavanagh said he was on the scene of the assassination, and that he heard one of the victims cry "Oh.": [796, 493, 1040, 514]
